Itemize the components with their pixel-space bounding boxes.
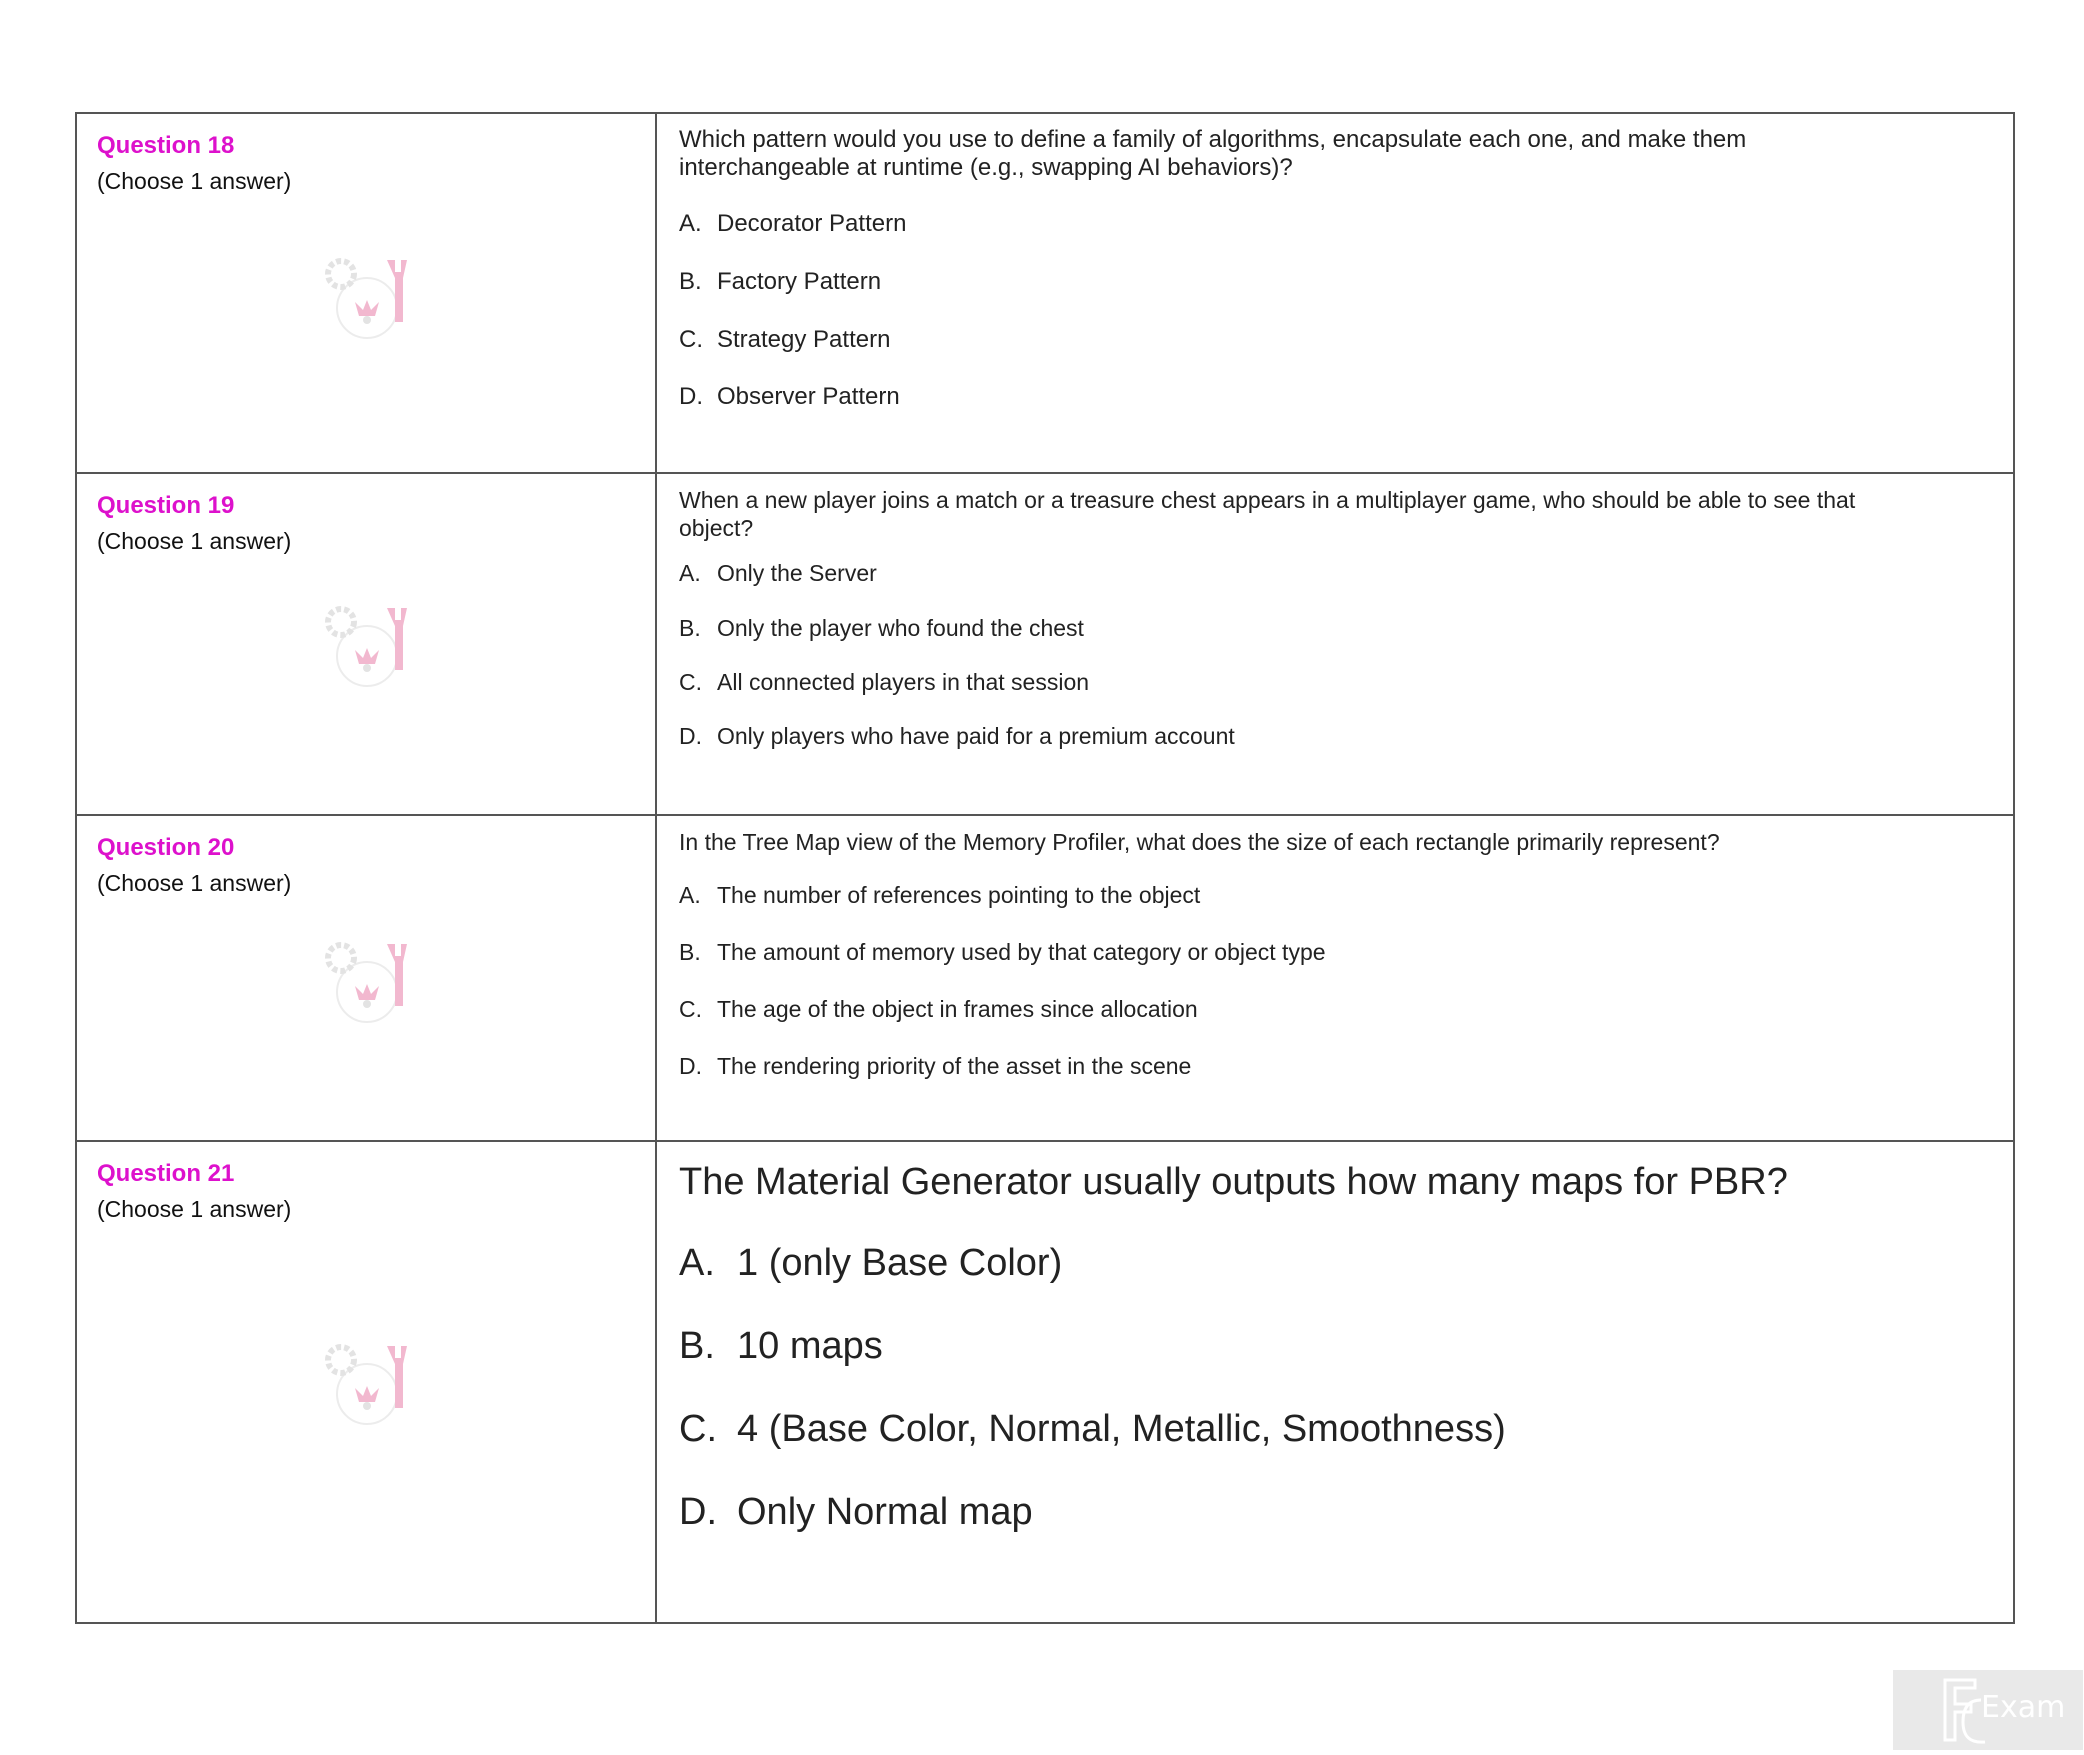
option-letter: D. <box>679 723 702 749</box>
option-letter: B. <box>679 268 702 295</box>
answer-option[interactable] <box>679 1491 1993 1534</box>
option-label: Observer Pattern <box>717 383 900 410</box>
answer-option[interactable] <box>679 210 1993 238</box>
question-header-cell <box>76 113 656 473</box>
option-label: Factory Pattern <box>717 268 882 295</box>
option-label: Only Normal map <box>737 1491 1033 1533</box>
question-body-cell <box>656 113 2014 473</box>
question-header-cell <box>76 473 656 815</box>
exam-logo-icon <box>1893 1670 2083 1750</box>
option-letter: A. <box>679 1242 715 1284</box>
question-body-cell <box>656 815 2014 1141</box>
question-text: The Material Generator usually outputs how many maps for PBR? <box>679 1161 1788 1203</box>
answer-option[interactable] <box>679 268 1993 296</box>
answer-option[interactable] <box>679 1325 1993 1368</box>
question-number: Question 20 <box>97 834 235 861</box>
option-label: All connected players in that session <box>717 669 1090 695</box>
answer-option[interactable] <box>679 615 1993 642</box>
question-row <box>76 113 2014 473</box>
question-number: Question 19 <box>97 492 235 519</box>
question-text: In the Tree Map view of the Memory Profiler, what does the size of each rectangle primarily represent? <box>679 829 1720 855</box>
question-row <box>76 815 2014 1141</box>
gear-wrench-mascot-icon <box>319 1336 419 1431</box>
answer-option[interactable] <box>679 669 1993 696</box>
option-label: 1 (only Base Color) <box>737 1242 1063 1284</box>
option-letter: C. <box>679 669 702 695</box>
answer-option[interactable] <box>679 560 1993 587</box>
option-letter: C. <box>679 996 702 1022</box>
gear-wrench-mascot-icon <box>319 934 419 1029</box>
answer-option[interactable] <box>679 996 1993 1023</box>
answer-option[interactable] <box>679 723 1993 750</box>
option-label: The number of references pointing to the object <box>717 882 1201 908</box>
question-text: Which pattern would you use to define a family of algorithms, encapsulate each one, and make them interchangeable at runtime (e.g., swapping AI behaviors)? <box>679 126 1747 181</box>
option-letter: B. <box>679 1325 715 1367</box>
question-header-cell <box>76 1141 656 1623</box>
option-letter: D. <box>679 383 703 410</box>
option-letter: C. <box>679 326 703 353</box>
option-label: Only players who have paid for a premium account <box>717 723 1235 749</box>
question-instruction: (Choose 1 answer) <box>97 528 292 554</box>
option-label: Strategy Pattern <box>717 326 891 353</box>
answer-option[interactable] <box>679 383 1993 411</box>
question-row <box>76 473 2014 815</box>
option-letter: C. <box>679 1408 717 1450</box>
option-label: 4 (Base Color, Normal, Metallic, Smoothness) <box>737 1408 1506 1450</box>
option-letter: D. <box>679 1053 702 1079</box>
answer-option[interactable] <box>679 1053 1993 1080</box>
question-instruction: (Choose 1 answer) <box>97 168 292 194</box>
question-row <box>76 1141 2014 1623</box>
option-letter: B. <box>679 615 701 641</box>
question-header-cell <box>76 815 656 1141</box>
answer-option[interactable] <box>679 882 1993 909</box>
option-label: 10 maps <box>737 1325 883 1367</box>
answer-option[interactable] <box>679 939 1993 966</box>
option-letter: D. <box>679 1491 717 1533</box>
option-label: Only the Server <box>717 560 877 586</box>
option-label: The amount of memory used by that category or object type <box>717 939 1326 965</box>
option-letter: A. <box>679 210 702 237</box>
gear-wrench-mascot-icon <box>319 598 419 693</box>
option-letter: B. <box>679 939 701 965</box>
gear-wrench-mascot-icon <box>319 250 419 345</box>
option-label: Decorator Pattern <box>717 210 907 237</box>
answer-option[interactable] <box>679 1408 1993 1451</box>
option-label: The age of the object in frames since allocation <box>717 996 1198 1022</box>
question-number: Question 21 <box>97 1160 235 1187</box>
question-number: Question 18 <box>97 132 235 159</box>
question-body-cell <box>656 1141 2014 1623</box>
option-letter: A. <box>679 882 701 908</box>
option-letter: A. <box>679 560 701 586</box>
answer-option[interactable] <box>679 1242 1993 1285</box>
question-instruction: (Choose 1 answer) <box>97 870 292 896</box>
question-instruction: (Choose 1 answer) <box>97 1196 292 1222</box>
question-body-cell <box>656 473 2014 815</box>
option-label: The rendering priority of the asset in the scene <box>717 1053 1192 1079</box>
questions-table <box>75 112 2015 1624</box>
answer-option[interactable] <box>679 326 1993 354</box>
option-label: Only the player who found the chest <box>717 615 1084 641</box>
logo-text: Exam <box>1981 1690 2066 1725</box>
question-text: When a new player joins a match or a treasure chest appears in a multiplayer game, who should be able to see that object? <box>679 487 1856 541</box>
